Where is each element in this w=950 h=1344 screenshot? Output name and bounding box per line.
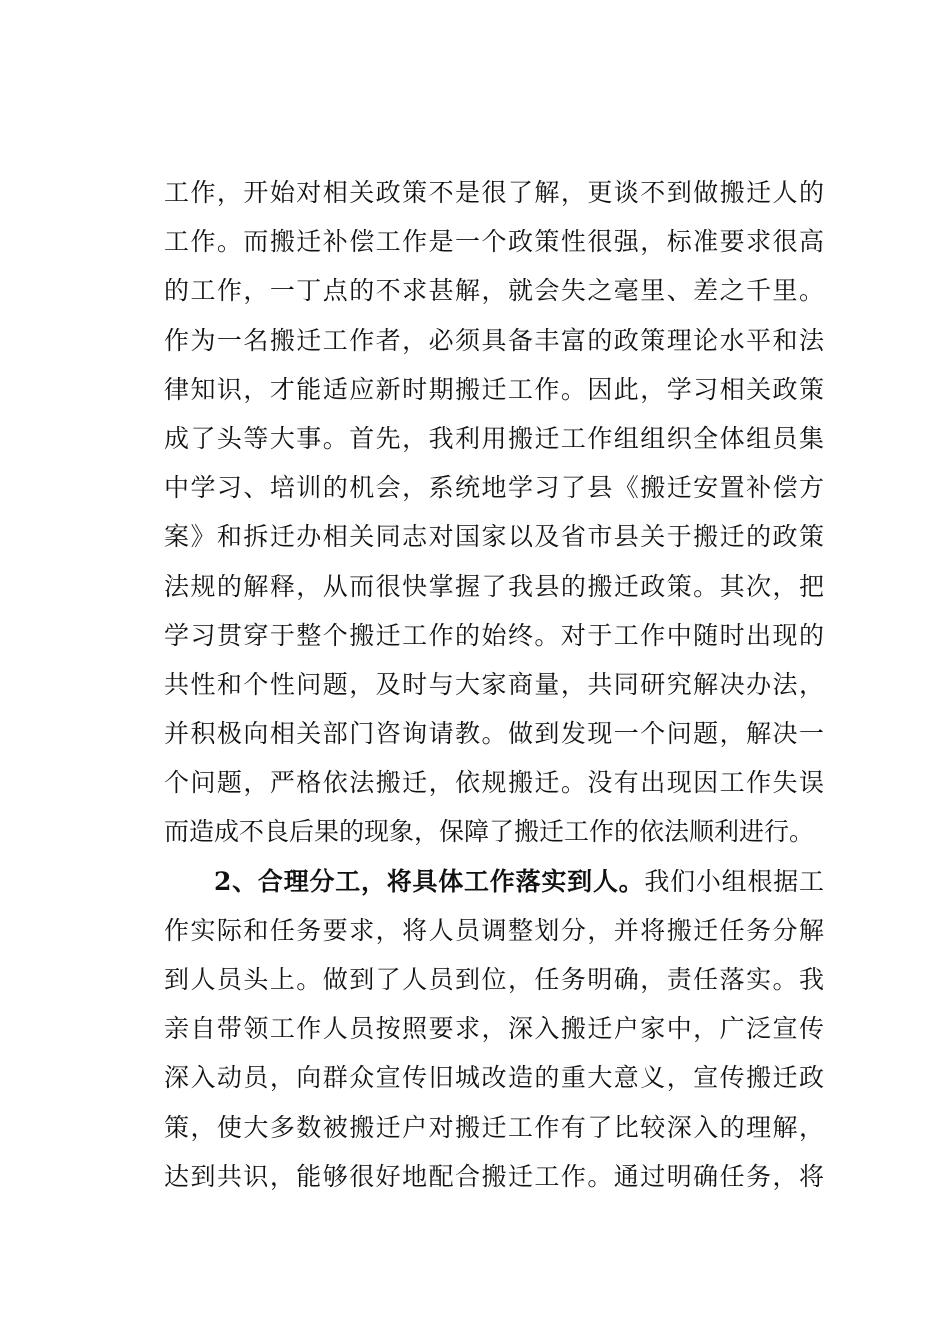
- text-line: 案》和拆迁办相关同志对国家以及省市县关于搬迁的政策: [164, 522, 824, 552]
- text-line: 策，使大多数被搬迁户对搬迁工作有了比较深入的理解，: [164, 1112, 824, 1142]
- text-line: 亲自带领工作人员按照要求，深入搬迁户家中，广泛宣传: [164, 1014, 824, 1044]
- paragraph-policy-study: [164, 168, 824, 857]
- text-line: 并积极向相关部门咨询请教。做到发现一个问题，解决一: [164, 719, 824, 749]
- text-line: 的工作，一丁点的不求甚解，就会失之毫里、差之千里。: [164, 276, 824, 306]
- text-line: 共性和个性问题，及时与大家商量，共同研究解决办法，: [164, 669, 824, 699]
- text-line: 中学习、培训的机会，系统地学习了县《搬迁安置补偿方: [164, 473, 824, 503]
- text-span: 我们小组根据工: [644, 866, 824, 896]
- paragraph-task-division: [164, 857, 824, 1201]
- text-line: 个问题，严格依法搬迁，依规搬迁。没有出现因工作失误: [164, 768, 824, 798]
- text-line: 律知识，才能适应新时期搬迁工作。因此，学习相关政策: [164, 374, 824, 404]
- text-line: 法规的解释，从而很快掌握了我县的搬迁政策。其次，把: [164, 571, 824, 601]
- document-body: [164, 168, 824, 1201]
- text-line: 作实际和任务要求，将人员调整划分，并将搬迁任务分解: [164, 915, 824, 945]
- text-line: 工作，开始对相关政策不是很了解，更谈不到做搬迁人的: [164, 178, 824, 207]
- text-line-first: [164, 857, 824, 906]
- text-line: 到人员头上。做到了人员到位，任务明确，责任落实。我: [164, 965, 824, 994]
- text-line: 深入动员，向群众宣传旧城改造的重大意义，宣传搬迁政: [164, 1063, 824, 1093]
- text-line: 而造成不良后果的现象，保障了搬迁工作的依法顺利进行。: [164, 817, 815, 847]
- text-line: 作为一名搬迁工作者，必须具备丰富的政策理论水平和法: [164, 325, 824, 355]
- section-heading: 2、合理分工，将具体工作落实到人。: [214, 866, 645, 896]
- text-line: 成了头等大事。首先，我利用搬迁工作组组织全体组员集: [164, 423, 824, 453]
- text-line: 工作。而搬迁补偿工作是一个政策性很强，标准要求很高: [164, 227, 824, 257]
- text-line: 学习贯穿于整个搬迁工作的始终。对于工作中随时出现的: [164, 620, 824, 650]
- text-line: 达到共识，能够很好地配合搬迁工作。通过明确任务，将: [164, 1161, 824, 1191]
